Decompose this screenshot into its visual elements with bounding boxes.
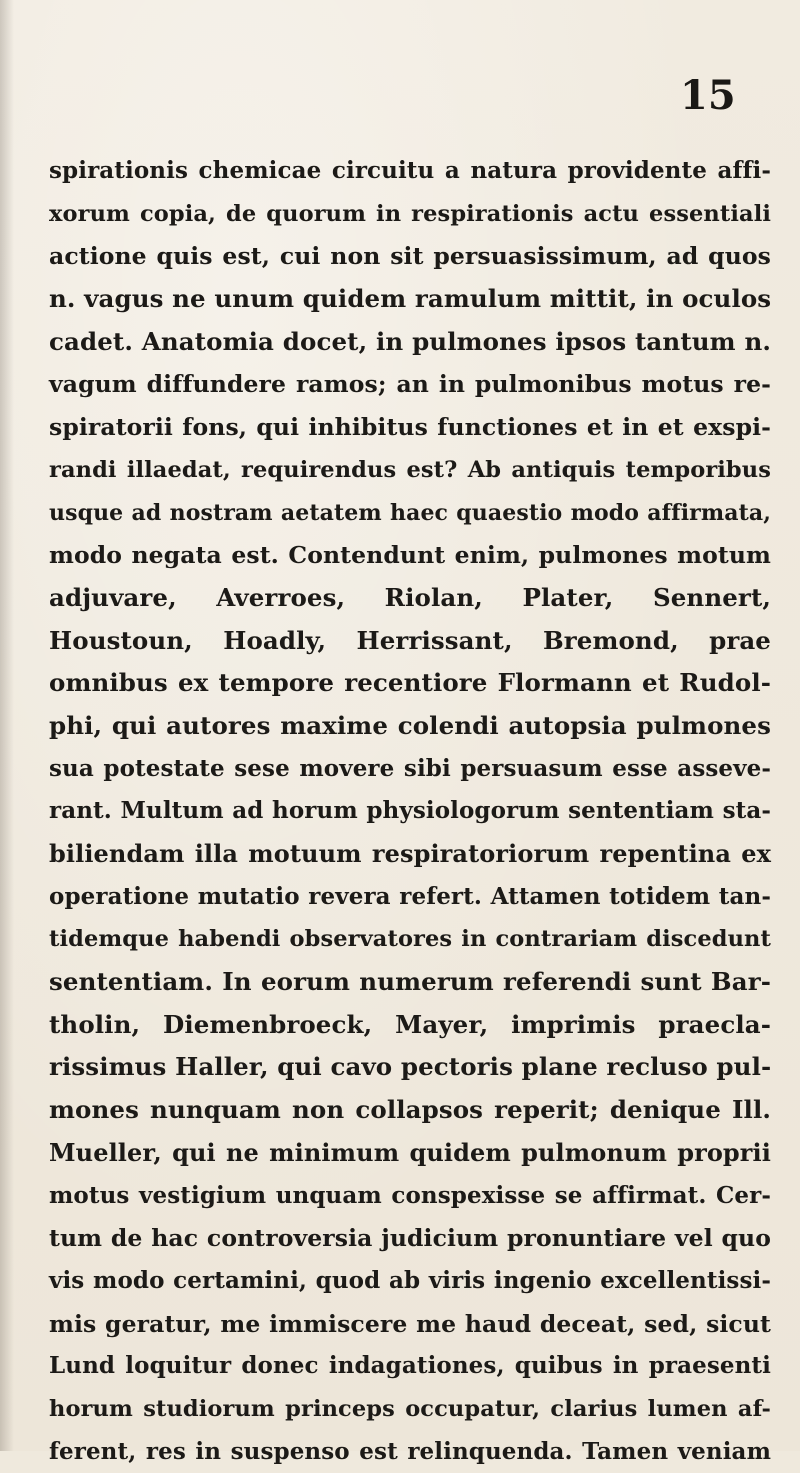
text-line: vagum diffundere ramos; an in pulmonibus motus re- (49, 370, 771, 399)
text-line: xorum copia, de quorum in respirationis actu essentiali (49, 200, 771, 227)
body-text (49, 150, 771, 1473)
text-line: mones nunquam non collapsos reperit; denique Ill. (49, 1095, 771, 1125)
text-line: actione quis est, cui non sit persuasissimum, ad quos (49, 242, 771, 271)
text-line: motus vestigium unquam conspexisse se affirmat. Cer- (49, 1181, 771, 1209)
text-line: Lund loquitur donec indagationes, quibus in praesenti (49, 1352, 771, 1380)
text-line: tum de hac controversia judicium pronuntiare vel quo (49, 1224, 771, 1253)
text-line: sua potestate sese movere sibi persuasum esse asseve- (49, 754, 771, 782)
text-line: n. vagus ne unum quidem ramulum mittit, in oculos (49, 284, 772, 314)
text-line: tidemque habendi observatores in contrariam discedunt (49, 926, 771, 953)
text-line: phi, qui autores maxime colendi autopsia pulmones (49, 710, 771, 740)
text-line: operatione mutatio revera refert. Attamen totidem tan- (49, 882, 771, 910)
text-line: rissimus Haller, qui cavo pectoris plane recluso pul- (49, 1052, 772, 1082)
page-gutter-shadow (0, 0, 14, 1451)
text-line: rant. Multum ad horum physiologorum sententiam sta- (49, 797, 771, 825)
page-number: 15 (680, 72, 736, 119)
text-line: biliendam illa motuum respiratoriorum repentina ex (49, 839, 771, 868)
text-line: omnibus ex tempore recentiore Flormann et Rudol- (49, 668, 771, 698)
text-line: Houstoun, Hoadly, Herrissant, Bremond, prae (49, 625, 771, 655)
text-line: vis modo certamini, quod ab viris ingenio excellentissi- (49, 1266, 771, 1294)
text-line: cadet. Anatomia docet, in pulmones ipsos tantum n. (49, 326, 771, 356)
text-line: spiratorii fons, qui inhibitus functiones et in et exspi- (49, 413, 771, 442)
text-line: modo negata est. Contendunt enim, pulmones motum (49, 541, 771, 570)
text-line: horum studiorum princeps occupatur, clarius lumen af- (49, 1395, 771, 1422)
text-line: sententiam. In eorum numerum referendi sunt Bar- (49, 967, 771, 997)
text-line: spirationis chemicae circuitu a natura providente affi- (49, 157, 771, 184)
text-line: adjuvare, Averroes, Riolan, Plater, Sennert, (49, 582, 771, 612)
text-line: randi illaedat, requirendus est? Ab antiquis temporibus (49, 456, 771, 483)
text-line: mis geratur, me immiscere me haud deceat, sed, sicut (49, 1309, 771, 1338)
text-line: usque ad nostram aetatem haec quaestio modo affirmata, (49, 499, 771, 526)
text-line: tholin, Diemenbroeck, Mayer, imprimis praecla- (49, 1009, 771, 1039)
text-line: ferent, res in suspenso est relinquenda. Tamen veniam (49, 1437, 771, 1465)
text-line: Mueller, qui ne minimum quidem pulmonum proprii (49, 1137, 771, 1167)
